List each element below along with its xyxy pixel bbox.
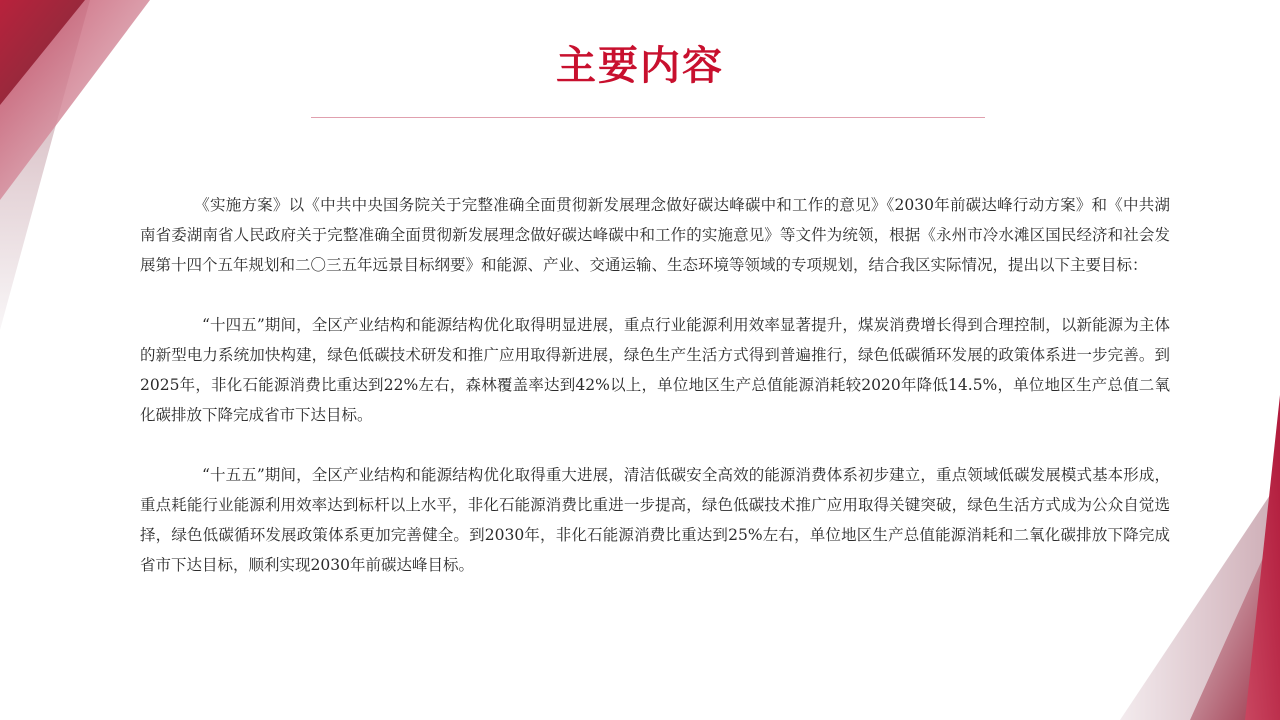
fourteenth-five-year-paragraph: “十四五”期间，全区产业结构和能源结构优化取得明显进展，重点行业能源利用效率显著提升，煤炭消费增长得到合理控制，以新能源为主体的新型电力系统加快构建，绿色低碳技术研发和推广应用取得新进展，绿色生产生活方式得到普遍推行，绿色低碳循环发展的政策体系进一步完善。到2025年，非化石能源消费比重达到22%左右，森林覆盖率达到42%以上，单位地区生产总值能源消耗较2020年降低14.5%，单位地区生产总值二氧化碳排放下降完成省市下达目标。 (140, 316, 1170, 424)
fifteenth-five-year-paragraph: “十五五”期间，全区产业结构和能源结构优化取得重大进展，清洁低碳安全高效的能源消费体系初步建立，重点领域低碳发展模式基本形成，重点耗能行业能源利用效率达到标杆以上水平，非化石能源消费比重进一步提高，绿色低碳技术推广应用取得关键突破，绿色生活方式成为公众自觉选择，绿色低碳循环发展政策体系更加完善健全。到2030年，非化石能源消费比重达到25%左右，单位地区生产总值能源消耗和二氧化碳排放下降完成省市下达目标，顺利实现2030年前碳达峰目标。 (140, 466, 1170, 574)
title-divider (311, 117, 985, 118)
intro-paragraph: 《实施方案》以《中共中央国务院关于完整准确全面贯彻新发展理念做好碳达峰碳中和工作的意见》《2030年前碳达峰行动方案》和《中共湖南省委湖南省人民政府关于完整准确全面贯彻新发展理念做好碳达峰碳中和工作的实施意见》等文件为统领，根据《永州市冷水滩区国民经济和社会发展第十四个五年规划和二〇三五年远景目标纲要》和能源、产业、交通运输、生态环境等领域的专项规划，结合我区实际情况，提出以下主要目标： (140, 196, 1170, 274)
content-body (140, 190, 1170, 580)
page-title: 主要内容 (556, 43, 724, 89)
